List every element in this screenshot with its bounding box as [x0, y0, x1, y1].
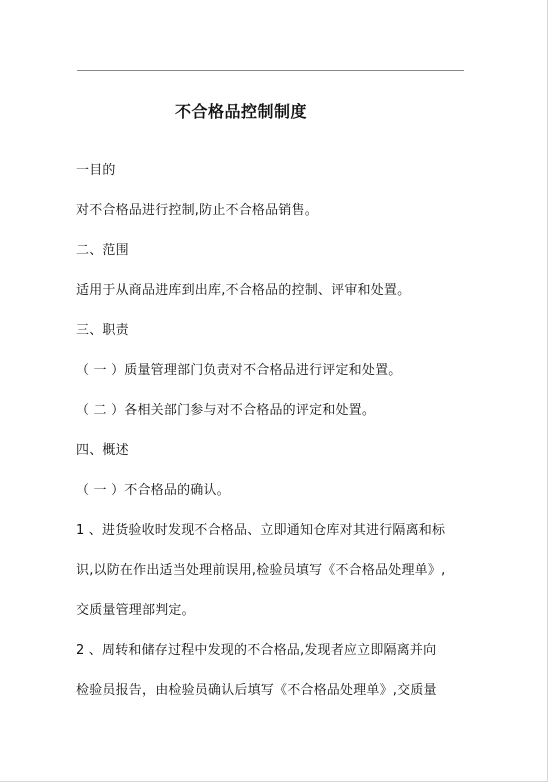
section-heading-purpose: 一目的: [76, 163, 116, 178]
section-heading-responsibilities: 三、职责: [76, 323, 129, 338]
paragraph-responsibility-1: （ 一 ）质量管理部门负责对不合格品进行评定和处置。: [76, 363, 402, 378]
paragraph-responsibility-2: （ 二 ）各相关部门参与对不合格品的评定和处置。: [76, 403, 376, 418]
paragraph-item-1-line-2: 识,以防在作出适当处理前误用,检验员填写《不合格品处理单》,: [76, 563, 446, 578]
paragraph-item-2-line-2: 检验员报告，由检验员确认后填写《不合格品处理单》,交质量: [76, 683, 437, 698]
paragraph-item-1-line-1: 1 、进货验收时发现不合格品、立即通知仓库对其进行隔离和标: [76, 523, 446, 538]
paragraph-purpose: 对不合格品进行控制,防止不合格品销售。: [76, 203, 318, 218]
paragraph-item-1-line-3: 交质量管理部判定。: [76, 603, 195, 618]
section-heading-scope: 二、范围: [76, 243, 129, 258]
header-rule: [77, 70, 464, 71]
document-title: 不合格品控制制度: [174, 102, 307, 121]
section-heading-overview: 四、概述: [76, 443, 129, 458]
paragraph-scope: 适用于从商品进库到出库,不合格品的控制、评审和处置。: [76, 283, 411, 298]
paragraph-item-2-line-1: 2 、周转和储存过程中发现的不合格品,发现者应立即隔离并向: [76, 643, 437, 658]
subheading-confirmation: （ 一 ）不合格品的确认。: [76, 483, 230, 498]
